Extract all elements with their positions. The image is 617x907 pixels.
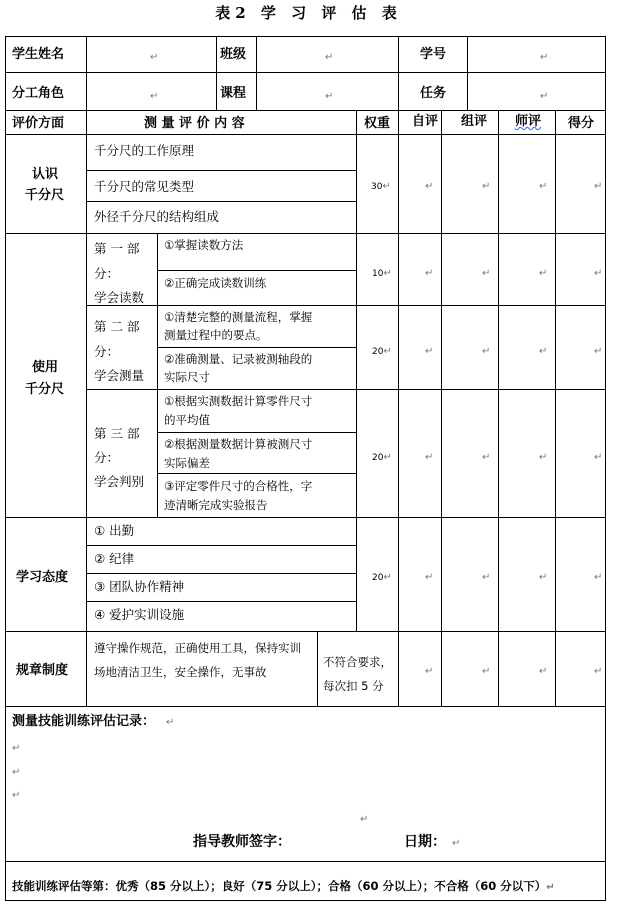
part2-item-1-line-1: ①清楚完整的测量流程，掌握 bbox=[164, 310, 313, 324]
signature-label: 指导教师签字： bbox=[193, 834, 291, 850]
attitude-weight: 20↵ bbox=[372, 572, 392, 583]
student-name-label: 学生姓名 bbox=[12, 47, 65, 62]
student-id-label: 学号 bbox=[420, 47, 447, 62]
student-id-field[interactable]: ↵ bbox=[540, 52, 549, 63]
recognize-weight: 30↵ bbox=[371, 181, 391, 192]
part3-group-score[interactable]: ↵ bbox=[482, 452, 491, 463]
attitude-self-score[interactable]: ↵ bbox=[425, 572, 434, 583]
part2-weight: 20↵ bbox=[372, 346, 392, 357]
recognize-item-3: 外径千分尺的结构组成 bbox=[94, 209, 220, 224]
column-teacher: 师评 bbox=[515, 114, 542, 129]
part2-label-1: 第 二 部 bbox=[94, 319, 140, 334]
rules-final-score[interactable]: ↵ bbox=[594, 666, 603, 677]
part3-teacher-score[interactable]: ↵ bbox=[539, 452, 548, 463]
date-field[interactable]: ↵ bbox=[452, 838, 461, 849]
part2-item-1-line-2: 测量过程中的要点。 bbox=[164, 328, 268, 342]
attitude-group-score[interactable]: ↵ bbox=[482, 572, 491, 583]
part3-label-3: 学会判别 bbox=[94, 474, 145, 489]
part2-label-2: 分： bbox=[94, 344, 120, 359]
record-line-5[interactable]: ↵ bbox=[360, 814, 369, 825]
attitude-item-2: ② 纪律 bbox=[94, 551, 135, 566]
part1-item-1: ①掌握读数方法 bbox=[164, 238, 244, 252]
part3-item-3-line-2: 迹清晰完成实验报告 bbox=[164, 498, 268, 512]
recognize-final-score[interactable]: ↵ bbox=[594, 181, 603, 192]
part3-item-3-line-1: ③评定零件尺寸的合格性，字 bbox=[164, 479, 313, 493]
rules-self-score[interactable]: ↵ bbox=[425, 666, 434, 677]
part3-item-1-line-1: ①根据实测数据计算零件尺寸 bbox=[164, 394, 313, 408]
section-use-label-2: 千分尺 bbox=[25, 382, 65, 397]
role-field[interactable]: ↵ bbox=[150, 91, 159, 102]
record-line-3[interactable]: ↵ bbox=[12, 767, 21, 778]
part1-item-2: ②正确完成读数训练 bbox=[164, 276, 267, 290]
date-label: 日期： bbox=[404, 834, 446, 850]
column-self: 自评 bbox=[412, 114, 439, 129]
page-title: 表2 学 习 评 估 表 bbox=[215, 4, 402, 22]
recognize-item-2: 千分尺的常见类型 bbox=[94, 179, 195, 194]
student-name-field[interactable]: ↵ bbox=[150, 52, 159, 63]
attitude-teacher-score[interactable]: ↵ bbox=[539, 572, 548, 583]
class-field[interactable]: ↵ bbox=[325, 52, 334, 63]
part2-self-score[interactable]: ↵ bbox=[425, 346, 434, 357]
part2-group-score[interactable]: ↵ bbox=[482, 346, 491, 357]
part1-label-3: 学会读数 bbox=[94, 290, 145, 305]
attitude-item-3: ③ 团队协作精神 bbox=[94, 579, 185, 594]
part1-label-1: 第 一 部 bbox=[94, 241, 140, 256]
task-label: 任务 bbox=[420, 86, 447, 101]
recognize-item-1: 千分尺的工作原理 bbox=[94, 143, 195, 158]
part3-item-1-line-2: 的平均值 bbox=[164, 413, 210, 427]
part2-teacher-score[interactable]: ↵ bbox=[539, 346, 548, 357]
part2-item-2-line-1: ②准确测量、记录被测轴段的 bbox=[164, 352, 313, 366]
record-label: 测量技能训练评估记录： bbox=[12, 714, 156, 729]
part3-final-score[interactable]: ↵ bbox=[594, 452, 603, 463]
recognize-teacher-score[interactable]: ↵ bbox=[539, 181, 548, 192]
table-border bbox=[6, 37, 606, 901]
column-aspect: 评价方面 bbox=[12, 116, 65, 131]
part3-item-2-line-1: ②根据测量数据计算被测尺寸 bbox=[164, 437, 313, 451]
part2-label-3: 学会测量 bbox=[94, 368, 145, 383]
task-field[interactable]: ↵ bbox=[540, 91, 549, 102]
column-group: 组评 bbox=[461, 114, 488, 129]
attitude-final-score[interactable]: ↵ bbox=[594, 572, 603, 583]
section-recognize-label-1: 认识 bbox=[32, 167, 59, 182]
class-label: 班级 bbox=[220, 47, 247, 62]
part3-self-score[interactable]: ↵ bbox=[425, 452, 434, 463]
column-weight: 权重 bbox=[364, 116, 391, 131]
course-label: 课程 bbox=[220, 86, 247, 101]
part2-final-score[interactable]: ↵ bbox=[594, 346, 603, 357]
rules-content-line-1: 遵守操作规范，正确使用工具，保持实训 bbox=[94, 641, 301, 655]
part1-final-score[interactable]: ↵ bbox=[594, 268, 603, 279]
rules-content-line-2: 场地清洁卫生，安全操作，无事故 bbox=[94, 665, 267, 679]
record-line-4[interactable]: ↵ bbox=[12, 790, 21, 801]
part1-label-2: 分： bbox=[94, 266, 120, 281]
rules-group-score[interactable]: ↵ bbox=[482, 666, 491, 677]
part3-weight: 20↵ bbox=[372, 452, 392, 463]
section-recognize-label-2: 千分尺 bbox=[25, 188, 65, 203]
rules-penalty-line-2: 每次扣 5 分 bbox=[323, 679, 384, 693]
column-content: 测 量 评 价 内 容 bbox=[144, 116, 245, 131]
part1-weight: 10↵ bbox=[372, 268, 392, 279]
section-use-label-1: 使用 bbox=[32, 360, 59, 375]
section-rules-label: 规章制度 bbox=[16, 663, 69, 678]
recognize-group-score[interactable]: ↵ bbox=[482, 181, 491, 192]
column-score: 得分 bbox=[568, 116, 595, 131]
section-attitude-label: 学习态度 bbox=[16, 570, 69, 585]
record-line-1[interactable]: ↵ bbox=[166, 717, 175, 728]
part2-item-2-line-2: 实际尺寸 bbox=[164, 370, 210, 384]
role-label: 分工角色 bbox=[12, 86, 65, 101]
grading-scale: 技能训练评估等第：优秀（85 分以上）；良好（75 分以上）；合格（60 分以上）；不合格（60 分以下）↵ bbox=[12, 879, 555, 893]
recognize-self-score[interactable]: ↵ bbox=[425, 181, 434, 192]
rules-penalty-line-1: 不符合要求， bbox=[323, 655, 392, 669]
record-line-2[interactable]: ↵ bbox=[12, 743, 21, 754]
part1-teacher-score[interactable]: ↵ bbox=[539, 268, 548, 279]
part1-self-score[interactable]: ↵ bbox=[425, 268, 434, 279]
part1-group-score[interactable]: ↵ bbox=[482, 268, 491, 279]
attitude-item-4: ④ 爱护实训设施 bbox=[94, 607, 185, 622]
attitude-item-1: ① 出勤 bbox=[94, 523, 135, 538]
rules-teacher-score[interactable]: ↵ bbox=[539, 666, 548, 677]
part3-label-2: 分： bbox=[94, 450, 120, 465]
course-field[interactable]: ↵ bbox=[325, 91, 334, 102]
part3-label-1: 第 三 部 bbox=[94, 426, 140, 441]
part3-item-2-line-2: 实际偏差 bbox=[164, 456, 210, 470]
